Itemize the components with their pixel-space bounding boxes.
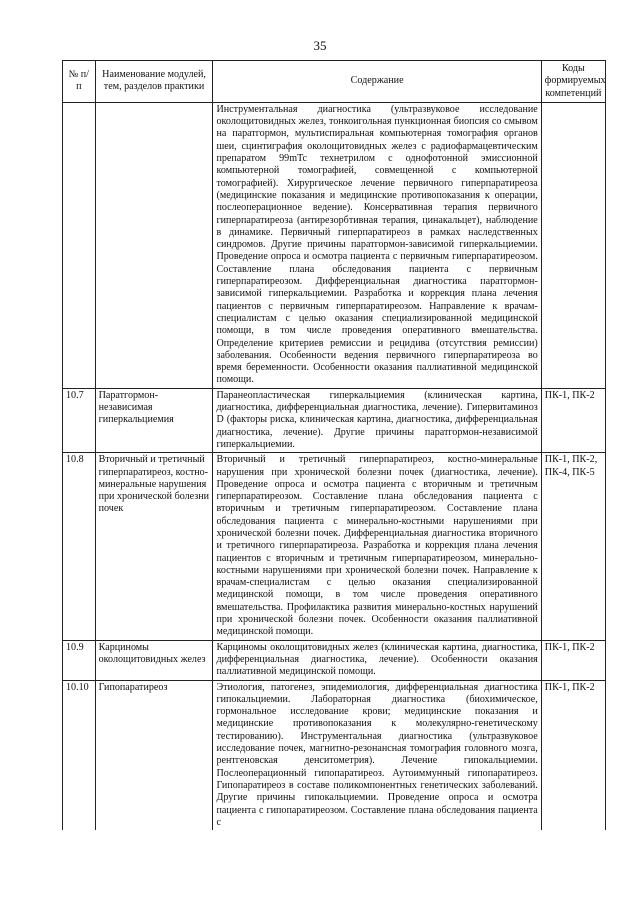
row-codes <box>541 102 605 388</box>
row-content: Этиология, патогенез, эпидемиология, дифференциальная диагностика гипокальциемии. Лабораторная диагностика (биохимическое, гормональное исследование крови; медицинские показания и медицинские противопоказания к молекулярно-генетическому тестированию). Инструментальная диагностика (ультразвуковое исследование почек, магнитно-резонансная томография головного мозга, рентгеновская денситометрия). Лечение гипокальциемии. Послеоперационный гипопаратиреоз. Аутоиммунный гипопаратиреоз. Гипопаратиреоз в составе поликомпонентных генетических заболеваний. Другие причины гипокальциемии. Проведение опроса и осмотра пациента с гипопаратиреозом. Составление плана обследования пациента с <box>213 680 541 830</box>
header-content: Содержание <box>213 61 541 103</box>
row-name: Карциномы околощитовидных желез <box>95 640 213 680</box>
row-content: Карциномы околощитовидных желез (клиническая картина, диагностика, дифференциальная диагностика, лечение). Особенности оказания паллиативной медицинской помощи. <box>213 640 541 680</box>
page-number: 35 <box>313 38 327 53</box>
table-row <box>63 102 606 388</box>
table-row <box>63 388 606 452</box>
row-num: 10.9 <box>63 640 96 680</box>
header-num: № п/п <box>63 61 96 103</box>
row-num <box>63 102 96 388</box>
row-content: Паранеопластическая гиперкальциемия (клиническая картина, диагностика, дифференциальная диагностика, лечение). Гипервитаминоз D (факторы риска, клиническая картина, диагностика, дифференциальная диагностика, лечение). Другие причины паратгормон-независимой гиперкальциемии. <box>213 388 541 452</box>
row-codes: ПК-1, ПК-2, ПК-4, ПК-5 <box>541 453 605 640</box>
row-name: Вторичный и третичный гиперпаратиреоз, костно-минеральные нарушения при хронической болезни почек <box>95 453 213 640</box>
table-header-row <box>63 61 606 103</box>
row-codes: ПК-1, ПК-2 <box>541 388 605 452</box>
row-name <box>95 102 213 388</box>
row-content: Вторичный и третичный гиперпаратиреоз, костно-минеральные нарушения при хронической болезни почек (диагностика, лечение). Проведение опроса и осмотра пациента с вторичным и третичным гиперпаратиреозом. Составление плана обследования пациента с вторичным и третичным гиперпаратиреозом. Составление плана обследования пациента с минерально-костными нарушениями при хронической болезни почек. Дифференциальная диагностика вторичного и третичного гиперпаратиреоза. Разработка и коррекция плана лечения пациентов с вторичным и третичным гиперпаратиреозом, минерально-костными нарушениями при хронической болезни почек. Направление к врачам-специалистам с целью оказания специализированной медицинской помощи, в том числе проведения оперативного вмешательства. Профилактика развития минерально-костных нарушений при хронической болезни почек. Особенности оказания паллиативной медицинской помощи. <box>213 453 541 640</box>
table-row <box>63 640 606 680</box>
row-codes: ПК-1, ПК-2 <box>541 640 605 680</box>
row-name: Гипопаратиреоз <box>95 680 213 830</box>
row-num: 10.10 <box>63 680 96 830</box>
header-name: Наименование модулей, тем, разделов практики <box>95 61 213 103</box>
table-row <box>63 453 606 640</box>
header-codes: Коды формируемых компетенций <box>541 61 605 103</box>
row-num: 10.7 <box>63 388 96 452</box>
row-content: Инструментальная диагностика (ультразвуковое исследование околощитовидных желез, тонкоигольная пункционная биопсия со смывом на паратгормон, мультиспиральная компьютерная томография органов шеи, сцинтиграфия околощитовидных желез с радиофармацевтическим препаратом 99mTc технетрилом с однофотонной эмиссионной компьютерной томографией, совмещенной с компьютерной томографией). Хирургическое лечение первичного гиперпаратиреоза (медицинские показания и медицинские противопоказания к операции, послеоперационное ведение). Консервативная терапия первичного гиперпаратиреоза (антирезорбтивная терапия, цинакальцет), наблюдение в динамике. Первичный гиперпаратиреоз в рамках наследственных синдромов. Другие причины паратгормон-зависимой гиперкальциемии. Проведение опроса и осмотра пациента с первичным гиперпаратиреозом. Составление плана обследования пациента с первичным гиперпаратиреозом. Дифференциальная диагностика паратгормон-зависимой гиперкальциемии. Разработка и коррекция плана лечения пациентов с первичным гиперпаратиреозом. Направление к врачам-специалистам с целью оказания специализированной медицинской помощи, в том числе проведения оперативного вмешательства. Определение критериев ремиссии и рецидива (отсутствия ремиссии) заболевания. Особенности ведения первичного гиперпаратиреоза во время беременности. Особенности оказания паллиативной медицинской помощи. <box>213 102 541 388</box>
row-num: 10.8 <box>63 453 96 640</box>
row-codes: ПК-1, ПК-2 <box>541 680 605 830</box>
curriculum-table <box>62 60 606 830</box>
row-name: Паратгормон-независимая гиперкальциемия <box>95 388 213 452</box>
table-row <box>63 680 606 830</box>
